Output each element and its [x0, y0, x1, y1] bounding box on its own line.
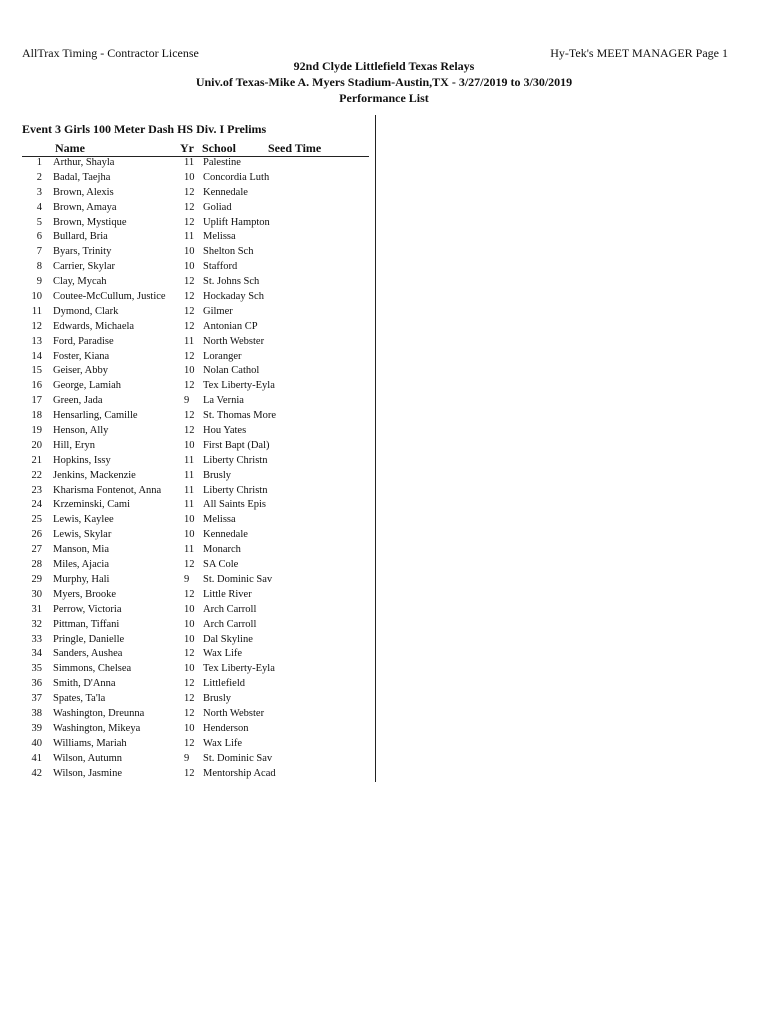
- row-number: 5: [36, 216, 42, 228]
- athlete-name: Brown, Alexis: [53, 186, 114, 198]
- row-number: 3: [36, 186, 42, 198]
- row-number: 40: [31, 737, 42, 749]
- column-divider: [375, 115, 376, 782]
- athlete-year: 12: [184, 305, 195, 317]
- athlete-year: 12: [184, 216, 195, 228]
- athlete-school: Arch Carroll: [203, 603, 257, 615]
- row-number: 1: [36, 157, 42, 168]
- table-row: [0, 305, 375, 320]
- row-number: 25: [31, 514, 42, 526]
- athlete-name: Brown, Amaya: [53, 201, 117, 213]
- row-number: 33: [31, 633, 42, 645]
- athlete-name: Miles, Ajacia: [53, 559, 109, 571]
- row-number: 10: [31, 291, 42, 303]
- meet-title: 92nd Clyde Littlefield Texas Relays: [293, 59, 475, 73]
- athlete-school: All Saints Epis: [203, 499, 267, 511]
- table-row: [0, 454, 375, 469]
- table-row: [0, 722, 375, 737]
- athlete-school: Wax Life: [203, 648, 243, 660]
- row-number: 21: [31, 454, 42, 466]
- row-number: 39: [31, 722, 42, 734]
- athlete-year: 12: [184, 320, 195, 332]
- row-number: 34: [31, 648, 42, 660]
- athlete-school: Loranger: [203, 350, 242, 362]
- athlete-school: Gilmer: [203, 305, 233, 317]
- athlete-school: St. Thomas More: [203, 410, 277, 422]
- table-row: [0, 692, 375, 707]
- athlete-name: Pittman, Tiffani: [53, 618, 120, 630]
- athlete-school: Wax Life: [203, 737, 243, 749]
- athlete-year: 10: [184, 514, 195, 526]
- row-number: 23: [31, 484, 42, 496]
- meet-venue-dates: Univ.of Texas-Mike A. Myers Stadium-Austin,TX - 3/27/2019 to 3/30/2019: [195, 75, 573, 89]
- table-row: [0, 409, 375, 424]
- table-row: [0, 737, 375, 752]
- table-row: [0, 513, 375, 528]
- athlete-name: Coutee-McCullum, Justice: [53, 291, 166, 303]
- athlete-year: 12: [184, 425, 195, 437]
- athlete-year: 12: [184, 559, 195, 571]
- athlete-school: St. Johns Sch: [203, 276, 260, 288]
- athlete-school: Tex Liberty-Eyla: [203, 380, 275, 392]
- athlete-school: Uplift Hampton: [203, 216, 270, 228]
- athlete-school: Liberty Christn: [203, 454, 268, 466]
- row-number: 9: [36, 276, 42, 288]
- row-number: 27: [31, 544, 42, 556]
- row-number: 13: [31, 335, 42, 347]
- table-row: [0, 469, 375, 484]
- athlete-year: 10: [184, 246, 195, 258]
- row-number: 19: [31, 425, 42, 437]
- athlete-year: 11: [184, 454, 195, 466]
- row-number: 7: [36, 246, 42, 258]
- row-number: 29: [31, 573, 42, 585]
- athlete-school: St. Dominic Sav: [203, 752, 273, 764]
- table-row: [0, 335, 375, 350]
- athlete-year: 11: [184, 544, 195, 556]
- athlete-school: North Webster: [203, 707, 265, 719]
- table-row: [0, 201, 375, 216]
- athlete-name: Edwards, Michaela: [53, 320, 135, 332]
- athlete-year: 12: [184, 693, 195, 705]
- table-row: [0, 364, 375, 379]
- athlete-name: Perrow, Victoria: [53, 603, 122, 615]
- table-row: [0, 186, 375, 201]
- athlete-school: Hou Yates: [203, 425, 247, 437]
- row-number: 32: [31, 618, 42, 630]
- athlete-year: 10: [184, 529, 195, 541]
- athlete-year: 11: [184, 335, 195, 347]
- table-row: [0, 677, 375, 692]
- table-row: [0, 350, 375, 365]
- athlete-year: 10: [184, 633, 195, 645]
- table-row: [0, 424, 375, 439]
- athlete-year: 12: [184, 648, 195, 660]
- athlete-name: Spates, Ta'la: [53, 693, 106, 705]
- athlete-school: Brusly: [203, 469, 232, 481]
- table-row: [0, 484, 375, 499]
- athlete-year: 12: [184, 767, 195, 779]
- table-row: [0, 558, 375, 573]
- athlete-school: Hockaday Sch: [203, 291, 264, 303]
- row-number: 37: [31, 693, 42, 705]
- row-number: 42: [31, 767, 42, 779]
- table-row: [0, 618, 375, 633]
- athlete-name: Hill, Eryn: [53, 439, 95, 451]
- athlete-name: Arthur, Shayla: [53, 157, 115, 168]
- event-heading: Event 3 Girls 100 Meter Dash HS Div. I Prelims: [22, 122, 267, 136]
- athlete-school: Stafford: [203, 261, 238, 273]
- table-row: [0, 573, 375, 588]
- athlete-name: Geiser, Abby: [53, 365, 108, 377]
- performance-list: [0, 156, 375, 781]
- row-number: 17: [31, 395, 42, 407]
- row-number: 41: [31, 752, 42, 764]
- athlete-name: Myers, Brooke: [53, 588, 116, 600]
- athlete-school: Antonian CP: [203, 320, 258, 332]
- athlete-year: 10: [184, 663, 195, 675]
- athlete-school: Nolan Cathol: [203, 365, 260, 377]
- table-row: [0, 603, 375, 618]
- athlete-school: Little River: [203, 588, 252, 600]
- athlete-name: Green, Jada: [53, 395, 103, 407]
- table-row: [0, 588, 375, 603]
- row-number: 11: [31, 305, 42, 317]
- athlete-name: Murphy, Hali: [53, 573, 110, 585]
- athlete-school: Dal Skyline: [203, 633, 253, 645]
- athlete-year: 12: [184, 410, 195, 422]
- athlete-name: Washington, Mikeya: [53, 722, 141, 734]
- row-number: 15: [31, 365, 42, 377]
- table-row: [0, 528, 375, 543]
- athlete-school: Monarch: [203, 544, 241, 556]
- athlete-name: Jenkins, Mackenzie: [53, 469, 136, 481]
- table-row: [0, 216, 375, 231]
- athlete-year: 10: [184, 439, 195, 451]
- athlete-name: Carrier, Skylar: [53, 261, 115, 273]
- athlete-year: 12: [184, 588, 195, 600]
- athlete-school: North Webster: [203, 335, 265, 347]
- athlete-year: 10: [184, 618, 195, 630]
- row-number: 35: [31, 663, 42, 675]
- athlete-year: 11: [184, 469, 195, 481]
- table-row: [0, 171, 375, 186]
- row-number: 26: [31, 529, 42, 541]
- row-number: 2: [36, 171, 42, 183]
- athlete-name: Wilson, Autumn: [53, 752, 122, 764]
- table-row: [0, 260, 375, 275]
- athlete-school: First Bapt (Dal): [203, 439, 270, 451]
- table-row: [0, 633, 375, 648]
- athlete-year: 9: [184, 573, 190, 585]
- athlete-name: Pringle, Danielle: [53, 633, 125, 645]
- table-row: [0, 662, 375, 677]
- athlete-year: 12: [184, 186, 195, 198]
- athlete-name: Wilson, Jasmine: [53, 767, 122, 779]
- athlete-school: Palestine: [203, 157, 241, 168]
- athlete-name: Simmons, Chelsea: [53, 663, 132, 675]
- table-row: [0, 543, 375, 558]
- row-number: 18: [31, 410, 42, 422]
- athlete-year: 11: [184, 231, 195, 243]
- table-row: [0, 439, 375, 454]
- athlete-school: Arch Carroll: [203, 618, 257, 630]
- row-number: 22: [31, 469, 42, 481]
- athlete-name: Manson, Mia: [53, 544, 109, 556]
- athlete-year: 12: [184, 380, 195, 392]
- athlete-school: Kennedale: [203, 529, 248, 541]
- athlete-school: Tex Liberty-Eyla: [203, 663, 275, 675]
- athlete-name: Williams, Mariah: [53, 737, 127, 749]
- athlete-year: 12: [184, 737, 195, 749]
- column-header-yr: Yr: [180, 141, 194, 155]
- table-row: [0, 275, 375, 290]
- table-row: [0, 394, 375, 409]
- athlete-name: Lewis, Skylar: [53, 529, 112, 541]
- license-text: AllTrax Timing - Contractor License: [22, 46, 199, 60]
- table-row: [0, 156, 375, 171]
- athlete-school: Kennedale: [203, 186, 248, 198]
- table-row: [0, 245, 375, 260]
- table-row: [0, 707, 375, 722]
- athlete-year: 12: [184, 350, 195, 362]
- athlete-year: 10: [184, 261, 195, 273]
- list-title: Performance List: [339, 91, 429, 105]
- athlete-school: Henderson: [203, 722, 249, 734]
- row-number: 14: [31, 350, 42, 362]
- athlete-year: 10: [184, 171, 195, 183]
- athlete-school: Goliad: [203, 201, 232, 213]
- athlete-year: 11: [184, 484, 195, 496]
- athlete-school: Brusly: [203, 693, 232, 705]
- athlete-name: Badal, Taejha: [53, 171, 111, 183]
- athlete-name: Ford, Paradise: [53, 335, 114, 347]
- athlete-year: 12: [184, 678, 195, 690]
- athlete-school: Mentorship Acad: [203, 767, 276, 779]
- table-row: [0, 752, 375, 767]
- athlete-year: 11: [184, 157, 195, 168]
- athlete-school: Shelton Sch: [203, 246, 254, 258]
- athlete-name: Bullard, Bria: [53, 231, 108, 243]
- athlete-year: 12: [184, 276, 195, 288]
- athlete-school: Melissa: [203, 231, 236, 243]
- athlete-name: Henson, Ally: [53, 425, 109, 437]
- row-number: 31: [31, 603, 42, 615]
- row-number: 12: [31, 320, 42, 332]
- row-number: 30: [31, 588, 42, 600]
- athlete-year: 12: [184, 201, 195, 213]
- athlete-name: Hopkins, Issy: [53, 454, 111, 466]
- athlete-name: Kharisma Fontenot, Anna: [53, 484, 162, 496]
- athlete-name: Byars, Trinity: [53, 246, 112, 258]
- table-row: [0, 767, 375, 782]
- row-number: 6: [36, 231, 42, 243]
- table-row: [0, 379, 375, 394]
- athlete-school: Melissa: [203, 514, 236, 526]
- table-row: [0, 647, 375, 662]
- table-row: [0, 320, 375, 335]
- column-header-school: School: [202, 141, 237, 155]
- athlete-name: Krzeminski, Cami: [53, 499, 130, 511]
- athlete-school: Liberty Christn: [203, 484, 268, 496]
- athlete-school: SA Cole: [203, 559, 239, 571]
- row-number: 24: [31, 499, 42, 511]
- row-number: 8: [36, 261, 42, 273]
- athlete-school: Littlefield: [203, 678, 245, 690]
- athlete-year: 10: [184, 722, 195, 734]
- athlete-year: 9: [184, 395, 190, 407]
- row-number: 4: [36, 201, 42, 213]
- row-number: 36: [31, 678, 42, 690]
- athlete-year: 12: [184, 707, 195, 719]
- athlete-year: 11: [184, 499, 195, 511]
- athlete-name: Washington, Dreunna: [53, 707, 145, 719]
- athlete-name: Hensarling, Camille: [53, 410, 138, 422]
- athlete-name: Clay, Mycah: [53, 276, 107, 288]
- row-number: 16: [31, 380, 42, 392]
- athlete-school: La Vernia: [203, 395, 244, 407]
- athlete-year: 10: [184, 365, 195, 377]
- athlete-name: Lewis, Kaylee: [53, 514, 114, 526]
- row-number: 38: [31, 707, 42, 719]
- athlete-school: Concordia Luth: [203, 171, 270, 183]
- column-header-name: Name: [55, 141, 85, 155]
- athlete-year: 9: [184, 752, 190, 764]
- athlete-year: 12: [184, 291, 195, 303]
- row-number: 28: [31, 559, 42, 571]
- athlete-name: George, Lamiah: [53, 380, 122, 392]
- athlete-name: Sanders, Aushea: [53, 648, 123, 660]
- column-header-seed-time: Seed Time: [268, 141, 322, 155]
- athlete-name: Smith, D'Anna: [53, 678, 116, 690]
- athlete-name: Brown, Mystique: [53, 216, 127, 228]
- athlete-name: Dymond, Clark: [53, 305, 119, 317]
- table-row: [0, 230, 375, 245]
- athlete-school: St. Dominic Sav: [203, 573, 273, 585]
- table-row: [0, 498, 375, 513]
- software-page-label: Hy-Tek's MEET MANAGER Page 1: [550, 46, 728, 60]
- table-row: [0, 290, 375, 305]
- athlete-name: Foster, Kiana: [53, 350, 110, 362]
- row-number: 20: [31, 439, 42, 451]
- athlete-year: 10: [184, 603, 195, 615]
